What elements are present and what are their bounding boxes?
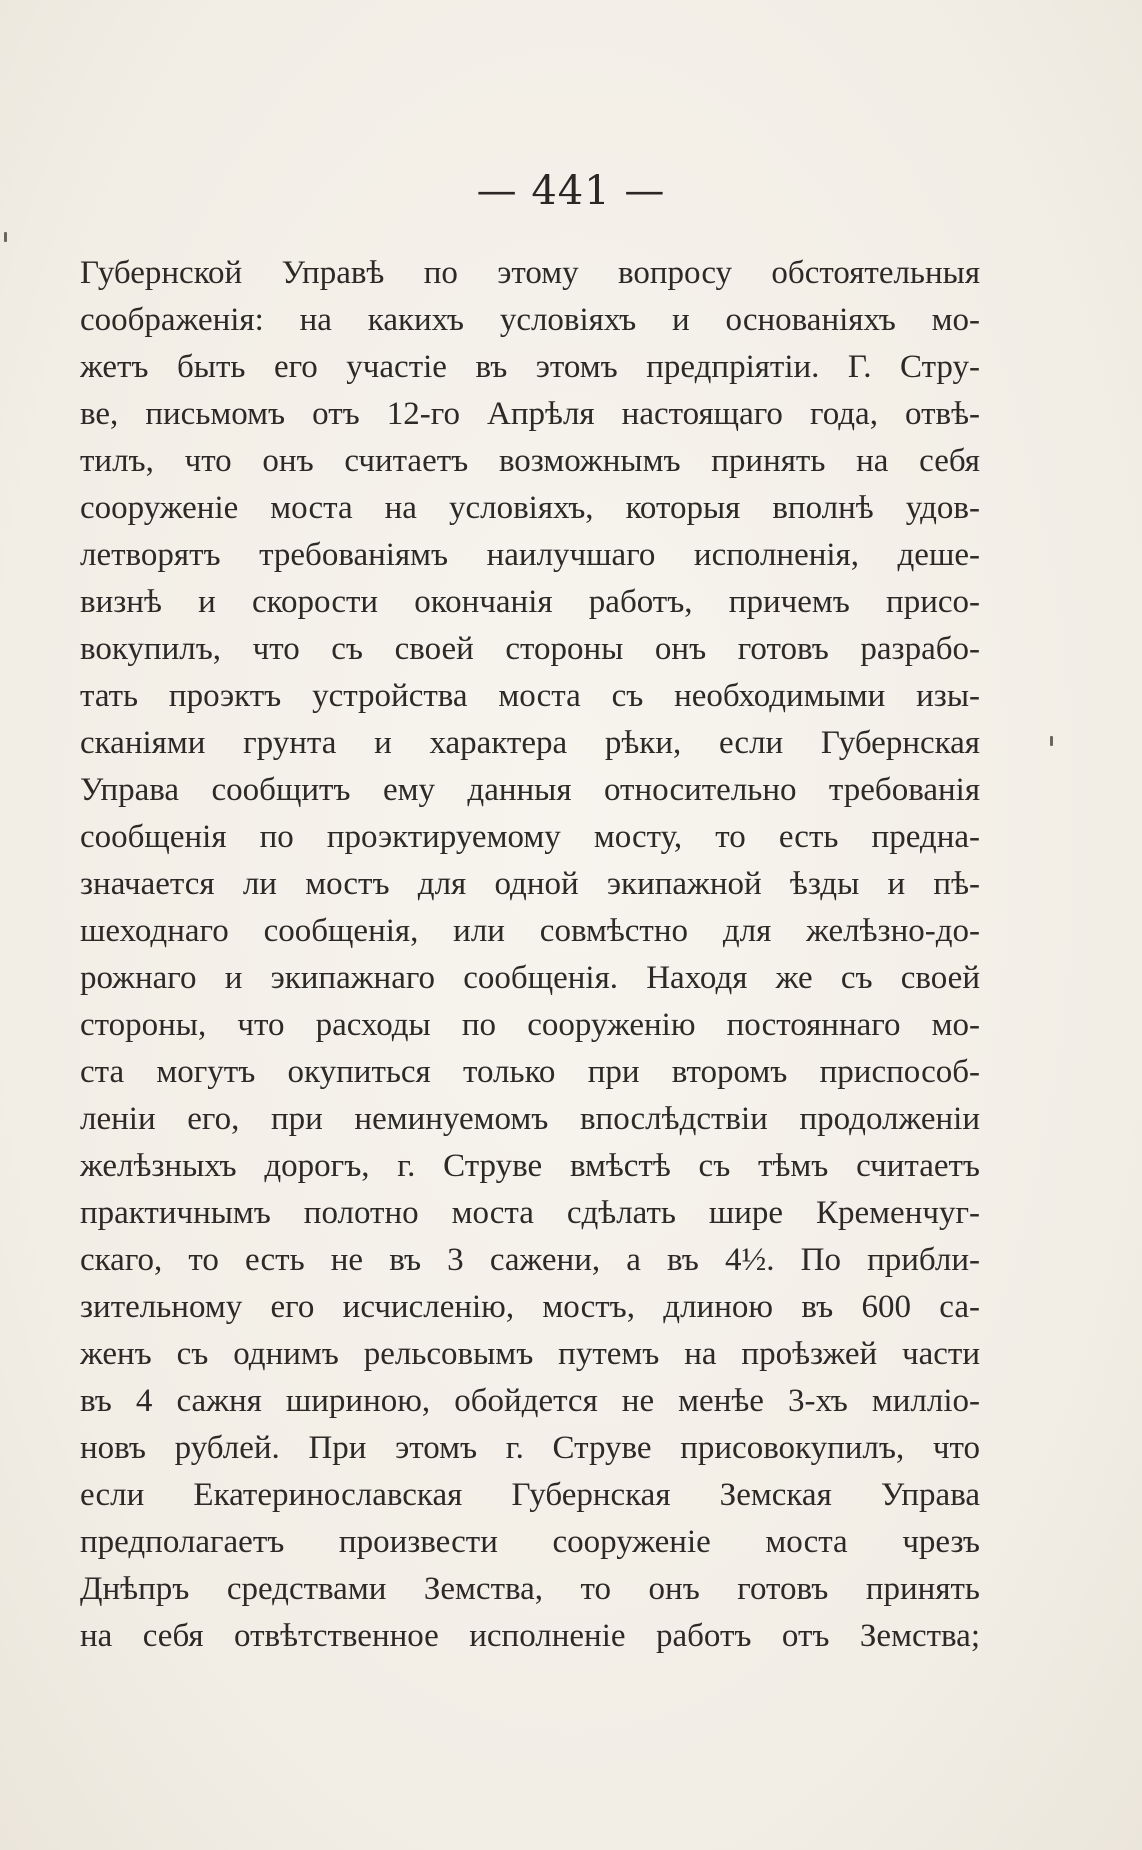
text-line: сообщенія по проэктируемому мосту, то есть предна-: [80, 819, 980, 855]
text-line: Днѣпръ средствами Земства, то онъ готовъ принять: [80, 1571, 980, 1607]
text-line: стороны, что расходы по сооруженію постояннаго мо-: [80, 1007, 980, 1043]
text-line: на себя отвѣтственное исполненіе работъ отъ Земства;: [80, 1618, 980, 1654]
text-line: ста могутъ окупиться только при второмъ приспособ-: [80, 1054, 980, 1090]
text-line: соображенія: на какихъ условіяхъ и основаніяхъ мо-: [80, 302, 980, 338]
text-line: практичнымъ полотно моста сдѣлать шире Кременчуг-: [80, 1195, 980, 1231]
text-line: сканіями грунта и характера рѣки, если Губернская: [80, 725, 980, 761]
text-line: Управа сообщитъ ему данныя относительно требованія: [80, 772, 980, 808]
text-line: тилъ, что онъ считаетъ возможнымъ принять на себя: [80, 443, 980, 479]
text-line: жетъ быть его участіе въ этомъ предпріятіи. Г. Стру-: [80, 349, 980, 385]
text-line: женъ съ однимъ рельсовымъ путемъ на проѣзжей части: [80, 1336, 980, 1372]
text-line: значается ли мостъ для одной экипажной ѣзды и пѣ-: [80, 866, 980, 902]
margin-mark: [4, 232, 7, 242]
text-line: сооруженіе моста на условіяхъ, которыя вполнѣ удов-: [80, 490, 980, 526]
text-line: предполагаетъ произвести сооруженіе моста чрезъ: [80, 1524, 980, 1560]
text-line: скаго, то есть не въ 3 сажени, а въ 4½. По прибли-: [80, 1242, 980, 1278]
text-line: вокупилъ, что съ своей стороны онъ готовъ разрабо-: [80, 631, 980, 667]
text-line: Губернской Управѣ по этому вопросу обстоятельныя: [80, 255, 980, 291]
page-number: — 441 —: [476, 168, 666, 214]
body-text: [80, 250, 980, 1660]
margin-mark: [1050, 736, 1053, 746]
text-line: тать проэктъ устройства моста съ необходимыми изы-: [80, 678, 980, 714]
text-line: ве, письмомъ отъ 12-го Апрѣля настоящаго года, отвѣ-: [80, 396, 980, 432]
text-line: рожнаго и экипажнаго сообщенія. Находя же съ своей: [80, 960, 980, 996]
text-line: визнѣ и скорости окончанія работъ, причемъ присо-: [80, 584, 980, 620]
text-line: въ 4 сажня шириною, обойдется не менѣе 3-хъ милліо-: [80, 1383, 980, 1419]
text-line: если Екатеринославская Губернская Земская Управа: [80, 1477, 980, 1513]
text-line: леніи его, при неминуемомъ впослѣдствіи продолженіи: [80, 1101, 980, 1137]
text-line: желѣзныхъ дорогъ, г. Струве вмѣстѣ съ тѣмъ считаетъ: [80, 1148, 980, 1184]
text-line: летворятъ требованіямъ наилучшаго исполненія, деше-: [80, 537, 980, 573]
text-line: новъ рублей. При этомъ г. Струве присовокупилъ, что: [80, 1430, 980, 1466]
text-line: зительному его исчисленію, мостъ, длиною въ 600 са-: [80, 1289, 980, 1325]
text-line: шеходнаго сообщенія, или совмѣстно для желѣзно-до-: [80, 913, 980, 949]
